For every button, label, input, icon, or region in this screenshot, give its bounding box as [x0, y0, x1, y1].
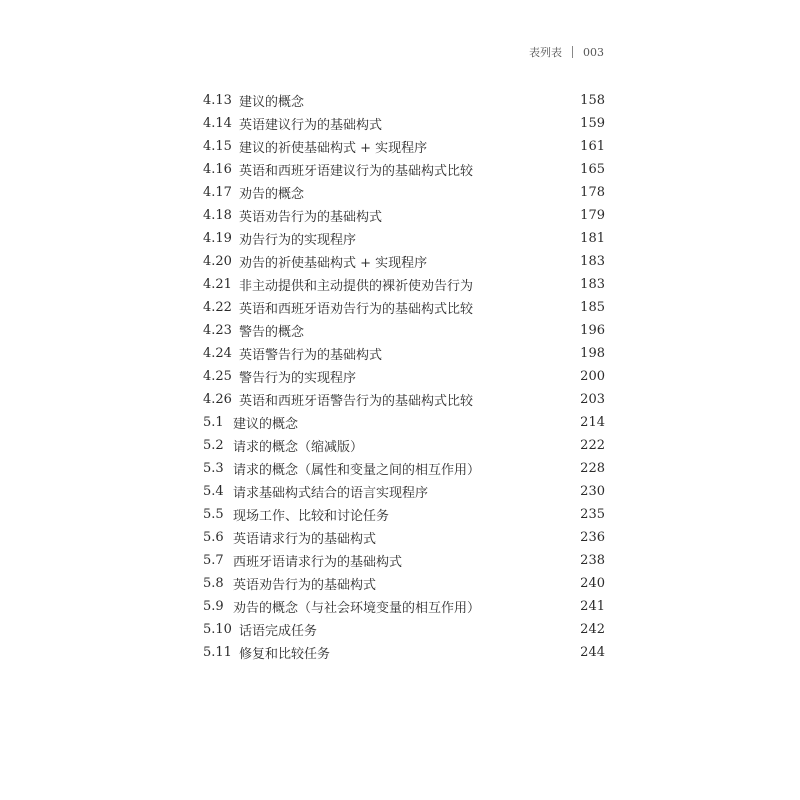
- entry-page: 196: [580, 323, 605, 338]
- toc-entry: [203, 319, 605, 342]
- entry-page: 183: [580, 254, 605, 269]
- toc-entry: [203, 250, 605, 273]
- entry-number: 4.25: [203, 369, 232, 384]
- entry-number: 4.26: [203, 392, 232, 407]
- entry-title: 建议的祈使基础构式 + 实现程序: [239, 141, 428, 156]
- entry-title: 警告的概念: [239, 325, 305, 340]
- entry-number: 5.4: [203, 484, 224, 499]
- toc-entry: [203, 365, 605, 388]
- entry-page: 242: [580, 622, 605, 637]
- entry-title: 英语警告行为的基础构式: [239, 348, 383, 363]
- entry-title: 现场工作、比较和讨论任务: [233, 509, 390, 524]
- entry-page: 185: [580, 300, 605, 315]
- header-page-number: 003: [583, 45, 604, 59]
- entry-number: 5.11: [203, 645, 232, 660]
- toc-entry: [203, 158, 605, 181]
- entry-number: 4.20: [203, 254, 232, 269]
- entry-page: 228: [580, 461, 605, 476]
- entry-title: 建议的概念: [239, 95, 305, 110]
- entry-number: 5.3: [203, 461, 224, 476]
- header-section-title: 表列表: [529, 46, 562, 59]
- entry-page: 238: [580, 553, 605, 568]
- entry-page: 159: [580, 116, 605, 131]
- entry-number: 4.18: [203, 208, 232, 223]
- entry-page: 241: [580, 599, 605, 614]
- entry-title: 建议的概念: [233, 417, 299, 432]
- toc-entry: [203, 296, 605, 319]
- entry-title: 西班牙语请求行为的基础构式: [233, 555, 403, 570]
- toc-entry: [203, 342, 605, 365]
- entry-number: 5.8: [203, 576, 224, 591]
- entry-page: 230: [580, 484, 605, 499]
- entry-page: 179: [580, 208, 605, 223]
- entry-title: 劝告的祈使基础构式 + 实现程序: [239, 256, 428, 271]
- entry-number: 4.22: [203, 300, 232, 315]
- entry-title: 修复和比较任务: [239, 647, 331, 662]
- entry-title: 英语和西班牙语警告行为的基础构式比较: [239, 394, 474, 409]
- entry-page: 222: [580, 438, 605, 453]
- toc-entry: [203, 227, 605, 250]
- toc-entry: [203, 503, 605, 526]
- entry-title: 劝告的概念: [239, 187, 305, 202]
- toc-entry: [203, 595, 605, 618]
- entry-number: 4.14: [203, 116, 232, 131]
- entry-page: 165: [580, 162, 605, 177]
- toc-entry: [203, 618, 605, 641]
- entry-title: 英语和西班牙语建议行为的基础构式比较: [239, 164, 474, 179]
- toc-entry: [203, 480, 605, 503]
- running-header: [529, 44, 604, 60]
- entry-page: 178: [580, 185, 605, 200]
- toc-entry: [203, 434, 605, 457]
- entry-title: 请求的概念（缩减版）: [233, 440, 364, 455]
- toc-entry: [203, 273, 605, 296]
- entry-number: 5.5: [203, 507, 224, 522]
- toc-entry: [203, 641, 605, 664]
- toc-entry: [203, 204, 605, 227]
- toc-entry: [203, 572, 605, 595]
- entry-title: 英语建议行为的基础构式: [239, 118, 383, 133]
- entry-number: 4.24: [203, 346, 232, 361]
- toc-entry: [203, 89, 605, 112]
- entry-page: 200: [580, 369, 605, 384]
- entry-number: 4.19: [203, 231, 232, 246]
- entry-number: 5.7: [203, 553, 224, 568]
- toc-entry: [203, 181, 605, 204]
- entry-title: 请求基础构式结合的语言实现程序: [233, 486, 429, 501]
- entry-page: 214: [580, 415, 605, 430]
- entry-title: 请求的概念（属性和变量之间的相互作用）: [233, 463, 481, 478]
- entry-page: 158: [580, 93, 605, 108]
- entry-title: 英语劝告行为的基础构式: [233, 578, 377, 593]
- toc-entry: [203, 135, 605, 158]
- entry-number: 5.9: [203, 599, 224, 614]
- entry-title: 劝告的概念（与社会环境变量的相互作用）: [233, 601, 481, 616]
- entry-number: 5.1: [203, 415, 224, 430]
- entry-page: 161: [580, 139, 605, 154]
- entry-title: 英语和西班牙语劝告行为的基础构式比较: [239, 302, 474, 317]
- entry-number: 4.13: [203, 93, 232, 108]
- entry-page: 198: [580, 346, 605, 361]
- entry-title: 话语完成任务: [239, 624, 318, 639]
- header-divider: [572, 46, 573, 58]
- entry-page: 235: [580, 507, 605, 522]
- entry-page: 244: [580, 645, 605, 660]
- entry-page: 236: [580, 530, 605, 545]
- toc-entry: [203, 457, 605, 480]
- entry-number: 4.17: [203, 185, 232, 200]
- entry-title: 非主动提供和主动提供的裸祈使劝告行为: [239, 279, 474, 294]
- toc-entry: [203, 549, 605, 572]
- entry-number: 4.23: [203, 323, 232, 338]
- entry-number: 5.6: [203, 530, 224, 545]
- entry-number: 5.10: [203, 622, 232, 637]
- entry-number: 4.16: [203, 162, 232, 177]
- entry-title: 警告行为的实现程序: [239, 371, 357, 386]
- entry-title: 劝告行为的实现程序: [239, 233, 357, 248]
- entry-number: 4.21: [203, 277, 232, 292]
- table-list: [203, 89, 605, 664]
- entry-number: 5.2: [203, 438, 224, 453]
- toc-entry: [203, 411, 605, 434]
- toc-entry: [203, 388, 605, 411]
- entry-title: 英语劝告行为的基础构式: [239, 210, 383, 225]
- entry-page: 181: [580, 231, 605, 246]
- toc-entry: [203, 112, 605, 135]
- entry-page: 183: [580, 277, 605, 292]
- entry-page: 240: [580, 576, 605, 591]
- entry-number: 4.15: [203, 139, 232, 154]
- entry-page: 203: [580, 392, 605, 407]
- toc-entry: [203, 526, 605, 549]
- entry-title: 英语请求行为的基础构式: [233, 532, 377, 547]
